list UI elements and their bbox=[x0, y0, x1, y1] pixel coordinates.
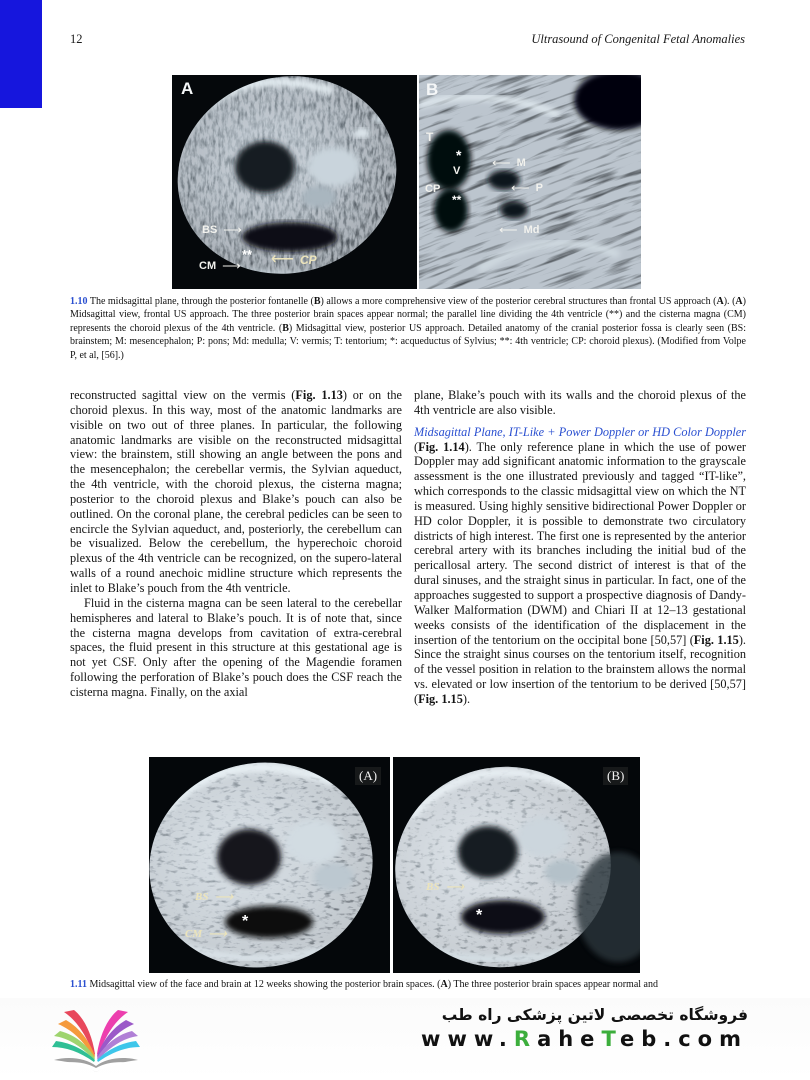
annotation-asterisk: * bbox=[242, 913, 249, 930]
arrow-right-icon: ⟶ bbox=[214, 889, 234, 904]
arrow-right-icon: ⟶ bbox=[208, 926, 227, 941]
website-url: www.RaheTeb.com bbox=[421, 1027, 748, 1051]
page-header bbox=[70, 32, 745, 47]
paragraph: Fluid in the cisterna magna can be seen lateral to the cerebellar hemispheres and lateral to Blake’s pouch. It is of note that, since the cisterna magna develops from cavitation of extra-cerebral spaces, the fluid present in this structure at this gestational age is not yet CSF. Only after the opening of the Magendie foramen following the perforation of Blake’s pouch does the CSF reach the cisterna magna. Finally, on the axial bbox=[70, 595, 402, 699]
panel-label-a: A bbox=[181, 79, 194, 98]
figure-1-11-panel-b bbox=[393, 757, 640, 973]
figure-1-10-panel-b bbox=[419, 75, 641, 289]
annotation-bs: BS ⟶ bbox=[195, 889, 234, 904]
annotation-bs: BS ⟶ bbox=[426, 879, 465, 894]
left-column bbox=[70, 388, 402, 707]
arrow-right-icon: ⟶ bbox=[445, 879, 465, 894]
annotation-cp: CP bbox=[425, 183, 441, 195]
annotation-t: T bbox=[426, 130, 434, 144]
annotation-asterisk: * bbox=[476, 907, 483, 924]
arrow-left-icon: ⟵ bbox=[499, 222, 518, 237]
page-number: 12 bbox=[70, 32, 83, 46]
annotation-double-asterisk: ** bbox=[242, 247, 253, 262]
panel-label-a: (A) bbox=[355, 767, 381, 785]
annotation-bs: BS ⟶ bbox=[202, 222, 242, 237]
figure-1-10 bbox=[172, 75, 641, 289]
annotation-v: V bbox=[453, 165, 461, 177]
footer-watermark bbox=[0, 998, 810, 1080]
annotation-m: ⟵ M bbox=[492, 155, 526, 170]
arrow-right-icon: ⟶ bbox=[223, 222, 242, 237]
figure-1-10-panel-a bbox=[172, 75, 417, 289]
annotation-cm: CM ⟶ bbox=[199, 258, 241, 273]
annotation-cp: ⟵ CP bbox=[271, 251, 317, 268]
arrow-right-icon: ⟶ bbox=[222, 258, 241, 273]
paragraph-with-heading: Midsagittal Plane, IT-Like + Power Doppler or HD Color Doppler (Fig. 1.14). The only reference plane in which the use of power Doppler may add significant anatomic information to the grayscale assessment is the one illustrated previously and tagged “IT-like”, which corresponds to the classic midsagittal view on which the NT is measured. Using highly sensitive bidirectional Power Doppler or HD color Doppler, it is possible to demonstrate two circulatory districts of high interest. The first one is represented by the anterior cerebral artery with its branches including the initial bud of the pericallosal artery. The second district of interest is that of the dural sinuses, and the straight sinus in particular. In fact, one of the approaches suggested to support a prospective diagnosis of Dandy-Walker Malformation (DWM) and Chiari II at 12–13 gestational weeks consists of the identification of the displacement in the insertion of the tentorium on the occipital bone [50,57] (Fig. 1.15). Since the straight sinus courses on the tentorium itself, recognition of the vessel position in relation to the brainstem allows the normal vs. elevated or low insertion of the tentorium to be derived [50,57] (Fig. 1.15). bbox=[414, 424, 746, 706]
annotation-cm: CM ⟶ bbox=[185, 926, 227, 941]
arrow-left-icon: ⟵ bbox=[492, 155, 511, 170]
figure-1-10-caption: 1.10 The midsagittal plane, through the posterior fontanelle (B) allows a more comprehensive view of the posterior cerebral structures than frontal US approach (A). (A) Midsagittal view, frontal US approach. The three posterior brain spaces appear normal; the parallel line dividing the 4th ventricle (**) and the cisterna magna (CM) represents the choroid plexus of the 4th ventricle. (B) Midsagittal view, posterior US approach. Detailed anatomy of the cranial posterior fossa is clearly seen (BS: brainstem; M: mesencephalon; P: pons; Md: medulla; V: vermis; T: tentorium; *: acqueductus of Sylvius; **: 4th ventricle; CP: choroid plexus). (Modified from Volpe P, et al, [56].) bbox=[70, 296, 747, 361]
left-pages bbox=[52, 1010, 95, 1062]
footer-text bbox=[421, 1006, 748, 1051]
body-text bbox=[70, 388, 746, 707]
store-name-persian: فروشگاه تخصصی لاتین پزشکی راه طب bbox=[441, 1006, 748, 1024]
figure-1-11 bbox=[149, 757, 640, 973]
paragraph: plane, Blake’s pouch with its walls and the choroid plexus of the 4th ventricle are also visible. bbox=[414, 388, 746, 417]
raheteb-book-logo-icon bbox=[50, 1004, 142, 1080]
annotation-p: ⟵ P bbox=[511, 180, 543, 195]
running-book-title: Ultrasound of Congenital Fetal Anomalies bbox=[531, 32, 745, 46]
ultrasound-image-b bbox=[393, 757, 640, 973]
annotation-double-asterisk: ** bbox=[452, 193, 462, 207]
figure-1-11-panel-a bbox=[149, 757, 390, 973]
annotation-asterisk: * bbox=[456, 147, 462, 163]
arrow-left-icon: ⟵ bbox=[271, 251, 294, 268]
arrow-left-icon: ⟵ bbox=[511, 180, 530, 195]
annotation-md: ⟵ Md bbox=[499, 222, 540, 237]
corner-blue-bookmark bbox=[0, 0, 42, 108]
ultrasound-image-a bbox=[149, 757, 390, 973]
panel-label-b: B bbox=[426, 80, 439, 99]
paragraph: reconstructed sagittal view on the vermis (Fig. 1.13) or on the choroid plexus. In this way, most of the anatomic landmarks are visible on two out of three planes. In particular, the following anatomic landmarks are visible on the reconstructed midsagittal view: the brainstem, still showing an angle between the pons and the mesencephalon; the cerebellar vermis, the Sylvian aqueduct, the 4th ventricle, with the choroid plexus, the cisterna magna; posterior to the choroid plexus and Blake’s pouch can also be outlined. On the coronal plane, the cerebral pedicles can be seen to encircle the Sylvian aqueduct, and, posteriorly, the cerebellum can be visualized. Below the cerebellum, the hyperechoic choroid plexus of the 4th ventricle can be recognized, on the supero-lateral walls of a round anechoic midline structure which represents the inlet to Blake’s pouch from the 4th ventricle. bbox=[70, 388, 402, 595]
figure-1-11-caption: 1.11 Midsagittal view of the face and brain at 12 weeks showing the posterior brain spaces. (A) The three posterior brain spaces appear normal and bbox=[70, 979, 658, 990]
right-pages bbox=[97, 1010, 140, 1062]
panel-label-b: (B) bbox=[603, 767, 628, 785]
right-column bbox=[414, 388, 746, 707]
